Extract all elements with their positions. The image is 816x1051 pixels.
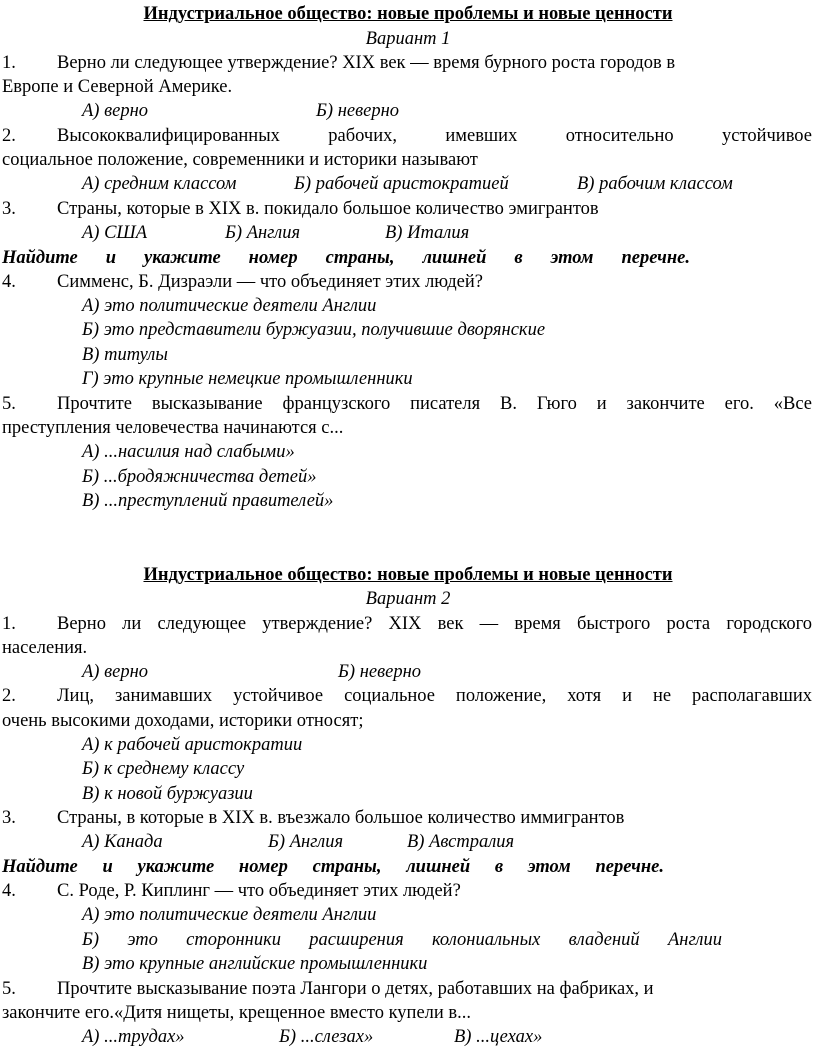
v1-q2-text: Высококвалифицированных рабочих, имевших относительно устойчивое <box>57 126 812 146</box>
v1-q5-option-c: В) ...преступлений правителей» <box>82 491 334 511</box>
v1-q5-option-a: А) ...насилия над слабыми» <box>82 442 295 462</box>
v2-q2-option-b: Б) к среднему классу <box>82 759 245 779</box>
v1-instruction: Найдите и укажите номер страны, лишней в этом перечне. <box>2 248 690 268</box>
v1-q4-option-a: А) это политические деятели Англии <box>82 296 377 316</box>
v2-instruction: Найдите и укажите номер страны, лишней в этом перечне. <box>2 857 664 877</box>
v2-q3-option-a: А) Канада <box>82 832 163 852</box>
v1-q4-option-c: В) титулы <box>82 345 168 365</box>
v1-q3-text: Страны, которые в XIX в. покидало большое количество эмигрантов <box>57 199 599 219</box>
v1-q5-text: Прочтите высказывание французского писателя В. Гюго и закончите его. «Все <box>57 394 812 414</box>
v2-q1-option-a: А) верно <box>82 662 149 682</box>
variant2-label: Вариант 2 <box>365 589 451 609</box>
v1-q3-option-a: А) США <box>82 223 148 243</box>
v2-q2-text-cont: очень высокими доходами, историки относят; <box>2 711 364 731</box>
v2-q2-option-c: В) к новой буржуазии <box>82 784 253 804</box>
v2-q3-option-c: В) Австралия <box>407 832 515 852</box>
v2-q4-text: С. Роде, Р. Киплинг — что объединяет этих людей? <box>57 881 461 901</box>
v2-q4-option-c: В) это крупные английские промышленники <box>82 954 428 974</box>
v1-q4-option-d: Г) это крупные немецкие промышленники <box>82 369 413 389</box>
variant1-label: Вариант 1 <box>365 29 451 49</box>
v2-q5-text: Прочтите высказывание поэта Лангори о детях, работавших на фабриках, и <box>57 979 654 999</box>
v1-q2-option-a: А) средним классом <box>82 174 237 194</box>
v1-q5-text-cont: преступления человечества начинаются с... <box>2 418 344 438</box>
v2-q4-option-b: Б) это сторонники расширения колониальных владений Англии <box>82 930 722 950</box>
v2-q3-text: Страны, в которые в XIX в. въезжало большое количество иммигрантов <box>57 808 625 828</box>
v2-q5-option-a: А) ...трудах» <box>82 1027 185 1047</box>
v1-q1-option-a: А) верно <box>82 101 149 121</box>
v1-q1-text-cont: Европе и Северной Америке. <box>2 77 233 97</box>
v2-q3-option-b: Б) Англия <box>268 832 344 852</box>
v1-q4-option-b: Б) это представители буржуазии, получившие дворянские <box>82 320 546 340</box>
variant1-title: Индустриальное общество: новые проблемы и новые ценности <box>143 4 673 24</box>
v1-q5-number: 5. <box>2 394 16 414</box>
v2-q5-option-b: Б) ...слезах» <box>279 1027 374 1047</box>
v2-q1-text: Верно ли следующее утверждение? XIX век — время быстрого роста городского <box>57 614 812 634</box>
v2-q5-number: 5. <box>2 979 16 999</box>
v2-q2-text: Лиц, занимавших устойчивое социальное положение, хотя и не располагавших <box>57 686 812 706</box>
v1-q3-option-c: В) Италия <box>385 223 470 243</box>
v2-q1-number: 1. <box>2 614 16 634</box>
v2-q4-number: 4. <box>2 881 16 901</box>
v2-q2-number: 2. <box>2 686 16 706</box>
v2-q4-option-a: А) это политические деятели Англии <box>82 905 377 925</box>
v1-q2-option-c: В) рабочим классом <box>577 174 733 194</box>
variant2-title: Индустриальное общество: новые проблемы и новые ценности <box>143 565 673 585</box>
v1-q3-number: 3. <box>2 199 16 219</box>
v2-q2-option-a: А) к рабочей аристократии <box>82 735 303 755</box>
v2-q3-number: 3. <box>2 808 16 828</box>
v2-q5-text-cont: закончите его.«Дитя нищеты, крещенное вместо купели в... <box>2 1003 472 1023</box>
v1-q3-option-b: Б) Англия <box>225 223 301 243</box>
v1-q1-text: Верно ли следующее утверждение? XIX век — время бурного роста городов в <box>57 53 676 73</box>
v2-q5-option-c: В) ...цехах» <box>454 1027 543 1047</box>
v1-q4-number: 4. <box>2 272 16 292</box>
v1-q1-option-b: Б) неверно <box>316 101 400 121</box>
v1-q2-number: 2. <box>2 126 16 146</box>
v1-q2-option-b: Б) рабочей аристократией <box>294 174 509 194</box>
v1-q2-text-cont: социальное положение, современники и историки называют <box>2 150 478 170</box>
v1-q4-text: Симменс, Б. Дизраэли — что объединяет этих людей? <box>57 272 483 292</box>
v1-q5-option-b: Б) ...бродяжничества детей» <box>82 467 317 487</box>
v1-q1-number: 1. <box>2 53 16 73</box>
v2-q1-option-b: Б) неверно <box>338 662 422 682</box>
v2-q1-text-cont: населения. <box>2 638 88 658</box>
